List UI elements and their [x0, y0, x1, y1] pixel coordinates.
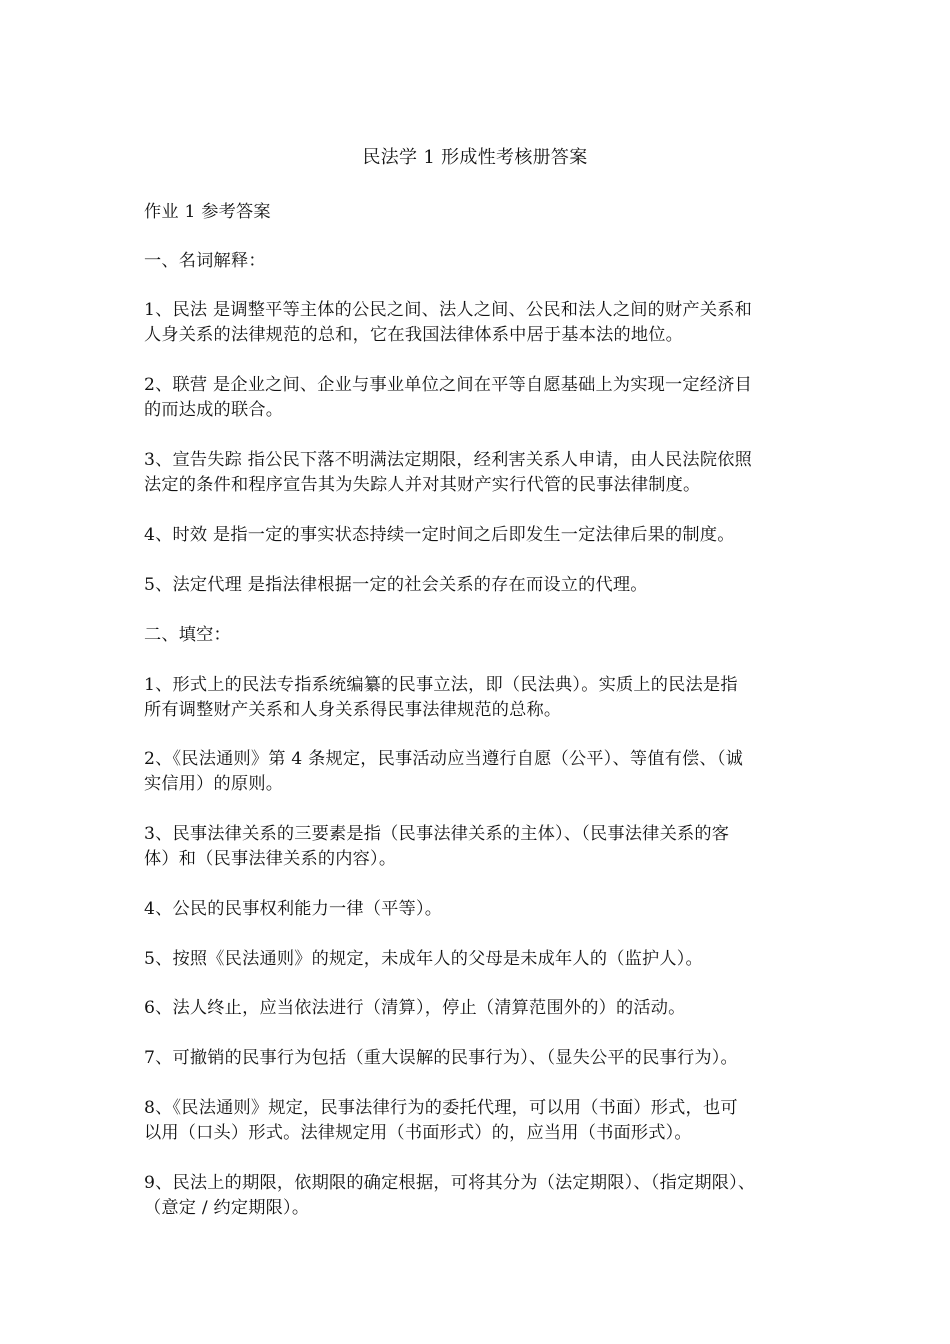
fill-item-5: 5、按照《民法通则》的规定，未成年人的父母是未成年人的（监护人）。 [144, 949, 703, 969]
fill-item-6: 6、法人终止，应当依法进行（清算），停止（清算范围外的）的活动。 [144, 998, 686, 1018]
document-title: 民法学 1 形成性考核册答案 [362, 147, 588, 168]
fill-item-9-line-1: 9、民法上的期限，依期限的确定根据，可将其分为（法定期限）、（指定期限）、 [144, 1173, 756, 1193]
fill-item-1-line-1: 1、形式上的民法专指系统编纂的民事立法，即（民法典）。实质上的民法是指 [144, 675, 738, 695]
fill-item-3-line-1: 3、民事法律关系的三要素是指（民事法律关系的主体）、（民事法律关系的客 [144, 824, 730, 844]
definition-item-5: 5、法定代理 是指法律根据一定的社会关系的存在而设立的代理。 [144, 575, 648, 595]
definition-item-4: 4、时效 是指一定的事实状态持续一定时间之后即发生一定法律后果的制度。 [144, 525, 735, 545]
definition-item-1-line-2: 人身关系的法律规范的总和，它在我国法律体系中居于基本法的地位。 [144, 325, 684, 345]
fill-item-4: 4、公民的民事权利能力一律（平等）。 [144, 899, 443, 919]
fill-item-3-line-2: 体）和（民事法律关系的内容）。 [144, 849, 397, 869]
section-heading-definitions: 一、名词解释： [144, 251, 266, 271]
definition-item-1-line-1: 1、民法 是调整平等主体的公民之间、法人之间、公民和法人之间的财产关系和 [144, 300, 752, 320]
definition-item-3-line-1: 3、宣告失踪 指公民下落不明满法定期限，经利害关系人申请，由人民法院依照 [144, 450, 752, 470]
section-heading-fill-in: 二、填空： [144, 625, 231, 645]
fill-item-1-line-2: 所有调整财产关系和人身关系得民事法律规范的总称。 [144, 700, 562, 720]
assignment-heading: 作业 1 参考答案 [144, 202, 271, 222]
fill-item-9-line-2: （意定 / 约定期限）。 [144, 1198, 310, 1218]
definition-item-2-line-1: 2、联营 是企业之间、企业与事业单位之间在平等自愿基础上为实现一定经济目 [144, 375, 752, 395]
fill-item-2-line-1: 2、《民法通则》第 4 条规定，民事活动应当遵行自愿（公平）、等值有偿、（诚 [144, 749, 743, 769]
fill-item-8-line-2: 以用（口头）形式。法律规定用（书面形式）的，应当用（书面形式）。 [144, 1123, 692, 1143]
definition-item-3-line-2: 法定的条件和程序宣告其为失踪人并对其财产实行代管的民事法律制度。 [144, 475, 701, 495]
fill-item-2-line-2: 实信用）的原则。 [144, 774, 284, 794]
definition-item-2-line-2: 的而达成的联合。 [144, 400, 284, 420]
fill-item-7: 7、可撤销的民事行为包括（重大误解的民事行为）、（显失公平的民事行为）。 [144, 1048, 738, 1068]
fill-item-8-line-1: 8、《民法通则》规定，民事法律行为的委托代理，可以用（书面）形式，也可 [144, 1098, 738, 1118]
